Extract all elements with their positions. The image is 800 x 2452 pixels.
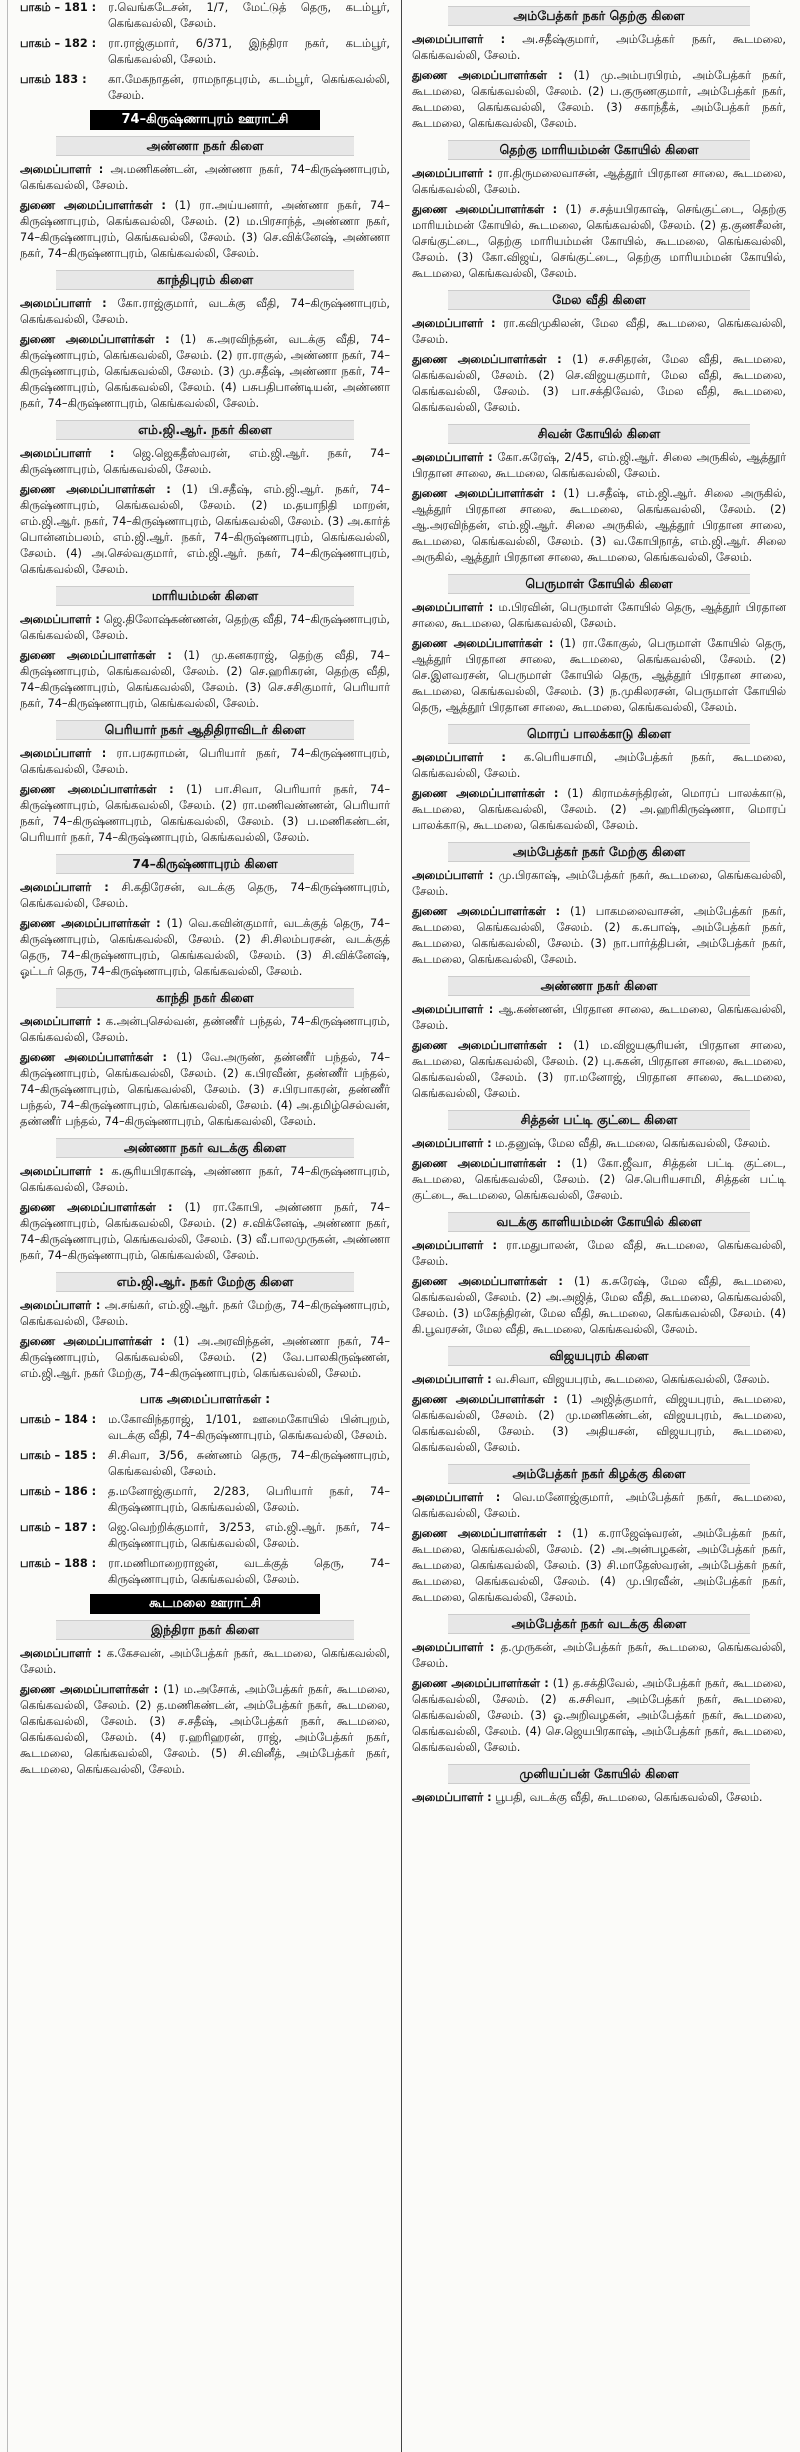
deputies-names: (1) க.அரவிந்தன், வடக்கு வீதி, 74–கிருஷ்ணாபுரம், கெங்கவல்லி, சேலம். (2) ரா.ராகுல், அண்ணா நகர், 74–கிருஷ்ணாபுரம், கெங்கவல்லி, சேலம். (3) மு.சதீஷ், அண்ணா நகர், 74–கிருஷ்ணாபுரம், கெங்கவல்லி, சேலம். (4) பசுபதிபாண்டியன், அண்ணா நகர், 74–கிருஷ்ணாபுரம், கெங்கவல்லி, சேலம். [20,333,391,410]
deputies-paragraph [412,1274,786,1338]
column-divider [401,0,402,2452]
organizer-name: க.பெரியசாமி, அம்பேத்கர் நகர், கூடமலை, கெங்கவல்லி, சேலம். [412,751,786,780]
ward-row [20,0,390,32]
organizer-label: அமைப்பாளர் : [20,747,107,760]
deputies-paragraph [412,202,786,282]
ward-row [20,1520,390,1552]
branch-block [412,976,786,1102]
deputies-names: (1) அஜித்குமார், விஜயபுரம், கூடமலை, கெங்கவல்லி, சேலம். (2) மு.மணிகண்டன், விஜயபுரம், கூடமலை, கெங்கவல்லி, சேலம். (3) அதியசன், விஜயபுரம், கூடமலை, கெங்கவல்லி, சேலம். [412,1393,786,1454]
deputies-names: (1) த.சக்திவேல், அம்பேத்கர் நகர், கூடமலை, கெங்கவல்லி, சேலம். (2) க.சசிவா, அம்பேத்கர் நகர், கூடமலை, கெங்கவல்லி, சேலம். (3) ஓ.அறிவழகன், அம்பேத்கர் நகர், கூடமலை, கெங்கவல்லி, சேலம். (4) செ.ஜெயபிரகாஷ், அம்பேத்கர் நகர், கூடமலை, கெங்கவல்லி, சேலம். [412,1677,787,1754]
ward-number: பாகம் – 185 : [20,1449,97,1462]
deputies-names: (1) வெ.கவின்குமார், வடக்குத் தெரு, 74–கிருஷ்ணாபுரம், கெங்கவல்லி, சேலம். (2) சி.சிலம்பரசன், வடக்குத் தெரு, 74–கிருஷ்ணாபுரம், கெங்கவல்லி, சேலம். (3) சி.விக்னேஷ், ஓட்டர் தெரு, 74–கிருஷ்ணாபுரம், கெங்கவல்லி, சேலம். [20,917,390,978]
deputies-label: துணை அமைப்பாளர்கள் : [20,199,166,212]
organizer-label: அமைப்பாளர் : [412,1641,495,1654]
organizer-name: மு.பிரகாஷ், அம்பேத்கர் நகர், கூடமலை, கெங்கவல்லி, சேலம். [412,869,786,898]
organizer-label: அமைப்பாளர் : [412,1791,492,1804]
ward-organizer-list-bottom [20,1412,390,1588]
ward-organizer: ம.கோவிந்தராஜ், 1/101, ஊமைகோயில் பின்புறம், வடக்கு வீதி, 74–கிருஷ்ணாபுரம், கெங்கவல்லி, சேலம். [108,1413,390,1442]
deputies-paragraph [412,1526,786,1606]
branch-title: மொரப் பாலக்காடு கிளை [448,724,750,744]
organizer-label: அமைப்பாளர் : [412,601,494,614]
ward-organizer: ர.வெங்கடேசன், 1/7, மேட்டுத் தெரு, கடம்பூர், கெங்கவல்லி, சேலம். [108,1,390,30]
deputies-names: (1) ரா.அய்யனார், அண்ணா நகர், 74–கிருஷ்ணாபுரம், கெங்கவல்லி, சேலம். (2) ம.பிரசாந்த், அண்ணா நகர், 74–கிருஷ்ணாபுரம், கெங்கவல்லி, சேலம். (3) செ.விக்னேஷ், அண்ணா நகர், 74–கிருஷ்ணாபுரம், கெங்கவல்லி, சேலம். [20,199,391,260]
branch-title: அம்பேத்கர் நகர் வடக்கு கிளை [448,1614,750,1634]
organizer-label: அமைப்பாளர் : [20,881,109,894]
branch-title: பெருமாள் கோயில் கிளை [448,574,750,594]
deputies-names: (1) கிராமக்சந்திரன், மொரப் பாலக்காடு, கூடமலை, கெங்கவல்லி, சேலம். (2) அ.ஹரிகிருஷ்ணா, மொரப் பாலக்காடு, கூடமலை, கெங்கவல்லி, சேலம். [412,787,787,832]
deputies-label: துணை அமைப்பாளர்கள் : [412,487,556,500]
branch-title: பெரியார் நகர் ஆதிதிராவிடர் கிளை [56,720,354,740]
branch-block [20,420,390,578]
branch-block [412,1614,786,1756]
ward-row [20,72,390,104]
organizer-paragraph [412,1002,786,1034]
krishnapuram-branches [20,136,390,1382]
organizer-name: ம.பிரவின், பெருமாள் கோயில் தெரு, ஆத்தூர் பிரதான சாலை, கூடமலை, கெங்கவல்லி, சேலம். [412,601,787,630]
organizer-name: க.சூரியபிரகாஷ், அண்ணா நகர், 74–கிருஷ்ணாபுரம், கெங்கவல்லி, சேலம். [20,1165,390,1194]
deputies-label: துணை அமைப்பாளர்கள் : [412,787,559,800]
left-column [20,0,390,2452]
organizer-name: அ.சதீஷ்குமார், அம்பேத்கர் நகர், கூடமலை, கெங்கவல்லி, சேலம். [412,33,786,62]
deputies-label: துணை அமைப்பாளர்கள் : [20,333,170,346]
ward-organizer-list-top [20,0,390,104]
branch-block [20,1272,390,1382]
branch-title: முனியப்பன் கோயில் கிளை [448,1764,750,1784]
branch-title: சித்தன் பட்டி குட்டை கிளை [448,1110,750,1130]
organizer-paragraph [412,316,786,348]
organizer-label: அமைப்பாளர் : [20,613,100,626]
organizer-paragraph [20,1164,390,1196]
deputies-paragraph [20,1334,390,1382]
organizer-label: அமைப்பாளர் : [412,869,494,882]
branch-title: அம்பேத்கர் நகர் கிழக்கு கிளை [448,1464,750,1484]
deputies-names: (1) ம.விஜயசூரியன், பிரதான சாலை, கூடமலை, கெங்கவல்லி, சேலம். (2) பு.சுகன், பிரதான சாலை, கூடமலை, கெங்கவல்லி, சேலம். (3) ரா.மனோஜ், பிரதான சாலை, கூடமலை, கெங்கவல்லி, சேலம். [412,1039,787,1100]
deputies-label: துணை அமைப்பாளர்கள் : [20,783,174,796]
deputies-label: துணை அமைப்பாளர்கள் : [412,1677,549,1690]
ward-organizer: த.மனோஜ்குமார், 2/283, பெரியார் நகர், 74–கிருஷ்ணாபுரம், கெங்கவல்லி, சேலம். [108,1485,390,1514]
organizer-label: அமைப்பாளர் : [412,33,506,46]
deputies-paragraph [20,482,390,578]
organizer-paragraph [20,1298,390,1330]
deputies-names: (1) மு.அம்பரபிரம், அம்பேத்கர் நகர், கூடமலை, கெங்கவல்லி, சேலம். (2) ப.குருணகுமார், அம்பேத்கர் நகர், கூடமலை, கெங்கவல்லி, சேலம். (3) சகாந்தீக், அம்பேத்கர் நகர், கூடமலை, கெங்கவல்லி, சேலம். [412,69,786,130]
organizer-paragraph [20,446,390,478]
deputies-label: துணை அமைப்பாளர்கள் : [20,1683,159,1696]
branch-block [412,1110,786,1204]
organizer-name: ரா.பரசுராமன், பெரியார் நகர், 74–கிருஷ்ணாபுரம், கெங்கவல்லி, சேலம். [20,747,390,776]
branch-title: மேல வீதி கிளை [448,290,750,310]
organizer-name: சி.கதிரேசன், வடக்கு தெரு, 74–கிருஷ்ணாபுரம், கெங்கவல்லி, சேலம். [20,881,390,910]
branch-block [412,724,786,834]
deputies-names: (1) ச.சத்யபிரகாஷ், செங்குட்டை, தெற்கு மாரியம்மன் கோயில், கூடமலை, கெங்கவல்லி, சேலம். (2) த.குணசீலன், செங்குட்டை, தெற்கு மாரியம்மன் கோயில், கூடமலை, கெங்கவல்லி, சேலம். (3) கோ.விஜய், செங்குட்டை, தெற்கு மாரியம்மன் கோயில், கூடமலை, கெங்கவல்லி, சேலம். [412,203,787,280]
deputies-label: துணை அமைப்பாளர்கள் : [20,1201,173,1214]
organizer-paragraph [412,450,786,482]
deputies-names: (1) ச.சசிதரன், மேல வீதி, கூடமலை, கெங்கவல்லி, சேலம். (2) செ.விஜயகுமார், மேல வீதி, கூடமலை, கெங்கவல்லி, சேலம். (3) பா.சக்திவேல், மேல வீதி, கூடமலை, கெங்கவல்லி, சேலம். [412,353,787,414]
branch-title: விஜயபுரம் கிளை [448,1346,750,1366]
branch-block [20,136,390,262]
ward-organizers-heading: பாக அமைப்பாளர்கள் : [139,1392,271,1406]
organizer-name: ரா.கவிமுகிலன், மேல வீதி, கூடமலை, கெங்கவல்லி, சேலம். [412,317,787,346]
branch-title: தெற்கு மாரியம்மன் கோயில் கிளை [448,140,750,160]
ward-organizer: கா.மேகநாதன், ராமநாதபுரம், கடம்பூர், கெங்கவல்லி, சேலம். [108,73,390,102]
ward-row [20,1556,390,1588]
branch-title: எம்.ஜி.ஆர். நகர் கிளை [56,420,354,440]
organizer-name: த.முருகன், அம்பேத்கர் நகர், கூடமலை, கெங்கவல்லி, சேலம். [412,1641,787,1670]
krishnapuram-panchayat-banner: 74–கிருஷ்ணாபுரம் ஊராட்சி [90,110,320,130]
organizer-paragraph [412,868,786,900]
branch-title: அம்பேத்கர் நகர் தெற்கு கிளை [448,6,750,26]
organizer-paragraph [412,1790,786,1806]
organizer-label: அமைப்பாளர் : [20,1165,104,1178]
deputies-paragraph [20,1682,390,1778]
deputies-paragraph [20,332,390,412]
branch-block [20,270,390,412]
organizer-paragraph [20,1014,390,1046]
organizer-paragraph [412,1640,786,1672]
organizer-paragraph [412,166,786,198]
deputies-label: துணை அமைப்பாளர்கள் : [412,203,558,216]
branch-title: சிவன் கோயில் கிளை [448,424,750,444]
organizer-label: அமைப்பாளர் : [20,1647,102,1660]
deputies-paragraph [412,1038,786,1102]
deputies-paragraph [412,786,786,834]
ward-row [20,1484,390,1516]
deputies-names: (1) வே.அருண், தண்ணீர் பந்தல், 74–கிருஷ்ணாபுரம், கெங்கவல்லி, சேலம். (2) க.பிரவீண், தண்ணீர் பந்தல், 74–கிருஷ்ணாபுரம், கெங்கவல்லி, சேலம். (3) ச.பிரபாகரன், தண்ணீர் பந்தல், 74–கிருஷ்ணாபுரம், கெங்கவல்லி, சேலம். (4) அ.தமிழ்செல்வன், தண்ணீர் பந்தல், 74–கிருஷ்ணாபுரம், கெங்கவல்லி, சேலம். [20,1051,391,1128]
deputies-paragraph [20,648,390,712]
organizer-paragraph [20,162,390,194]
deputies-label: துணை அமைப்பாளர்கள் : [412,1527,562,1540]
deputies-label: துணை அமைப்பாளர்கள் : [412,905,561,918]
branch-title: அண்ணா நகர் கிளை [56,136,354,156]
ward-row [20,36,390,68]
left-margin-rule [7,0,8,2452]
ward-organizer: சி.சிவா, 3/56, சுண்ணம் தெரு, 74–கிருஷ்ணாபுரம், கெங்கவல்லி, சேலம். [108,1449,390,1478]
deputies-paragraph [20,916,390,980]
organizer-label: அமைப்பாளர் : [412,451,493,464]
deputies-label: துணை அமைப்பாளர்கள் : [412,1275,563,1288]
ward-number: பாகம் – 184 : [20,1413,97,1426]
koodamalai-panchayat-banner: கூடமலை ஊராட்சி [90,1594,320,1614]
organizer-label: அமைப்பாளர் : [20,163,104,176]
deputies-paragraph [412,1676,786,1756]
branch-block [412,1346,786,1456]
organizer-name: க.கேசவன், அம்பேத்கர் நகர், கூடமலை, கெங்கவல்லி, சேலம். [20,1647,390,1676]
ward-organizer: ரா.ராஜ்குமார், 6/371, இந்திரா நகர், கடம்பூர், கெங்கவல்லி, சேலம். [108,37,390,66]
branch-title: அம்பேத்கர் நகர் மேற்கு கிளை [448,842,750,862]
organizer-paragraph [20,746,390,778]
ward-number: பாகம் 183 : [20,73,87,86]
ward-number: பாகம் – 188 : [20,1557,97,1570]
deputies-names: (1) ம.அசோக், அம்பேத்கர் நகர், கூடமலை, கெங்கவல்லி, சேலம். (2) த.மணிகண்டன், அம்பேத்கர் நகர், கூடமலை, கெங்கவல்லி, சேலம். (3) ச.சதீஷ், அம்பேத்கர் நகர், கூடமலை, கெங்கவல்லி, சேலம். (4) ர.ஹரிஹரன், ராஜ், அம்பேத்கர் நகர், கூடமலை, கெங்கவல்லி, சேலம். (5) சி.வினீத், அம்பேத்கர் நகர், கூடமலை, கெங்கவல்லி, சேலம். [20,1683,391,1776]
deputies-paragraph [412,904,786,968]
branch-title: வடக்கு காளியம்மன் கோயில் கிளை [448,1212,750,1232]
branch-block [412,842,786,968]
deputies-names: (1) க.ராஜேஷ்வரன், அம்பேத்கர் நகர், கூடமலை, கெங்கவல்லி, சேலம். (2) அ.அன்பழகன், அம்பேத்கர் நகர், கூடமலை, கெங்கவல்லி, சேலம். (3) சி.மாதேஸ்வரன், அம்பேத்கர் நகர், கூடமலை, கெங்கவல்லி, சேலம். (4) மு.பிரவீன், அம்பேத்கர் நகர், கூடமலை, கெங்கவல்லி, சேலம். [412,1527,787,1604]
deputies-paragraph [20,1200,390,1264]
deputies-names: (1) அ.அரவிந்தன், அண்ணா நகர், 74–கிருஷ்ணாபுரம், கெங்கவல்லி, சேலம். (2) வே.பாலகிருஷ்ணன், எம்.ஜி.ஆர். நகர் மேற்கு, 74–கிருஷ்ணாபுரம், கெங்கவல்லி, சேலம். [20,1335,390,1380]
deputies-label: துணை அமைப்பாளர்கள் : [20,1335,166,1348]
koodamalai-branches-right [412,6,786,1806]
organizer-name: வெ.மனோஜ்குமார், அம்பேத்கர் நகர், கூடமலை, கெங்கவல்லி, சேலம். [412,1491,786,1520]
right-column [412,0,786,2452]
branch-block [20,720,390,846]
organizer-label: அமைப்பாளர் : [412,167,493,180]
deputies-label: துணை அமைப்பாளர்கள் : [20,483,171,496]
organizer-label: அமைப்பாளர் : [412,751,506,764]
branch-title: அண்ணா நகர் வடக்கு கிளை [56,1138,354,1158]
organizer-paragraph [412,1490,786,1522]
organizer-name: ம.தனுஷ், மேல வீதி, கூடமலை, கெங்கவல்லி, சேலம். [495,1137,771,1150]
organizer-label: அமைப்பாளர் : [412,1491,501,1504]
organizer-label: அமைப்பாளர் : [20,1015,101,1028]
deputies-paragraph [412,636,786,716]
organizer-name: ஜெ.ஜெகதீஸ்வரன், எம்.ஜி.ஆர். நகர், 74–கிருஷ்ணாபுரம், கெங்கவல்லி, சேலம். [20,447,390,476]
branch-block [20,586,390,712]
deputies-paragraph [412,486,786,566]
organizer-label: அமைப்பாளர் : [412,1373,492,1386]
deputies-label: துணை அமைப்பாளர்கள் : [412,1157,562,1170]
organizer-paragraph [412,32,786,64]
organizer-name: கோ.ராஜ்குமார், வடக்கு வீதி, 74–கிருஷ்ணாபுரம், கெங்கவல்லி, சேலம். [20,297,391,326]
deputies-paragraph [412,1392,786,1456]
branch-block [412,140,786,282]
deputies-label: துணை அமைப்பாளர்கள் : [20,917,161,930]
branch-title: 74–கிருஷ்ணாபுரம் கிளை [56,854,354,874]
organizer-name: ஜெ.திலோஷ்கண்ணன், தெற்கு வீதி, 74–கிருஷ்ணாபுரம், கெங்கவல்லி, சேலம். [20,613,390,642]
deputies-label: துணை அமைப்பாளர்கள் : [412,637,554,650]
koodamalai-branches-left [20,1620,390,1778]
deputies-names: (1) க.சுரேஷ், மேல வீதி, கூடமலை, கெங்கவல்லி, சேலம். (2) அ.அஜித், மேல வீதி, கூடமலை, கெங்கவல்லி, சேலம். (3) மகேந்திரன், மேல வீதி, கூடமலை, கெங்கவல்லி, சேலம். (4) கி.பூவரசன், மேல வீதி, கூடமலை, கெங்கவல்லி, சேலம். [412,1275,787,1336]
ward-row [20,1412,390,1444]
ward-number: பாகம் – 181 : [20,1,97,14]
ward-number: பாகம் – 187 : [20,1521,97,1534]
organizer-paragraph [412,750,786,782]
deputies-label: துணை அமைப்பாளர்கள் : [20,1051,168,1064]
deputies-paragraph [412,352,786,416]
branch-block [412,290,786,416]
organizer-name: அ.சங்கர், எம்.ஜி.ஆர். நகர் மேற்கு, 74–கிருஷ்ணாபுரம், கெங்கவல்லி, சேலம். [20,1299,390,1328]
deputies-names: (1) ப.சதீஷ், எம்.ஜி.ஆர். சிலை அருகில், ஆத்தூர் பிரதான சாலை, கூடமலை, கெங்கவல்லி, சேலம். (2) ஆ.அரவிந்தன், எம்.ஜி.ஆர். சிலை அருகில், ஆத்தூர் பிரதான சாலை, கூடமலை, கெங்கவல்லி, சேலம். (3) வ.கோபிநாத், எம்.ஜி.ஆர். சிலை அருகில், ஆத்தூர் பிரதான சாலை, கூடமலை, கெங்கவல்லி, சேலம். [412,487,787,564]
organizer-label: அமைப்பாளர் : [412,1137,492,1150]
organizer-name: ஆ.கண்ணன், பிரதான சாலை, கூடமலை, கெங்கவல்லி, சேலம். [412,1003,786,1032]
deputies-names: (1) பா.சிவா, பெரியார் நகர், 74–கிருஷ்ணாபுரம், கெங்கவல்லி, சேலம். (2) ரா.மணிவண்ணன், பெரியார் நகர், 74–கிருஷ்ணாபுரம், கெங்கவல்லி, சேலம். (3) ப.மணிகண்டன், பெரியார் நகர், 74–கிருஷ்ணாபுரம், கெங்கவல்லி, சேலம். [20,783,391,844]
organizer-name: கோ.சுரேஷ், 2/45, எம்.ஜி.ஆர். சிலை அருகில், ஆத்தூர் பிரதான சாலை, கூடமலை, கெங்கவல்லி, சேலம். [412,451,786,480]
deputies-names: (1) பி.சதீஷ், எம்.ஜி.ஆர். நகர், 74–கிருஷ்ணாபுரம், கெங்கவல்லி, சேலம். (2) ம.தயாநிதி மாறன், எம்.ஜி.ஆர். நகர், 74–கிருஷ்ணாபுரம், கெங்கவல்லி, சேலம். (3) அ.கார்த் பொன்னம்பலம், எம்.ஜி.ஆர். நகர், 74–கிருஷ்ணாபுரம், கெங்கவல்லி, சேலம். (4) அ.செல்வகுமார், எம்.ஜி.ஆர். நகர், 74–கிருஷ்ணாபுரம், கெங்கவல்லி, சேலம். [20,483,391,576]
organizer-paragraph [412,1372,786,1388]
deputies-names: (1) ரா.கோகுல், பெருமாள் கோயில் தெரு, ஆத்தூர் பிரதான சாலை, கூடமலை, கெங்கவல்லி, சேலம். (2) செ.இளவரசன், பெருமாள் கோயில் தெரு, ஆத்தூர் பிரதான சாலை, கூடமலை, கெங்கவல்லி, சேலம். (3) ந.முகிலரசன், பெருமாள் கோயில் தெரு, ஆத்தூர் பிரதான சாலை, கூடமலை, கெங்கவல்லி, சேலம். [412,637,787,714]
deputies-paragraph [20,782,390,846]
branch-block [20,988,390,1130]
branch-block [412,6,786,132]
deputies-paragraph [20,198,390,262]
branch-title: காந்திபுரம் கிளை [56,270,354,290]
branch-block [412,424,786,566]
ward-number: பாகம் – 186 : [20,1485,97,1498]
organizer-label: அமைப்பாளர் : [20,447,115,460]
organizer-label: அமைப்பாளர் : [412,1003,494,1016]
organizer-paragraph [20,1646,390,1678]
organizer-paragraph [412,1136,786,1152]
branch-block [412,1212,786,1338]
branch-title: மாரியம்மன் கிளை [56,586,354,606]
deputies-names: (1) மு.கனகராஜ், தெற்கு வீதி, 74–கிருஷ்ணாபுரம், கெங்கவல்லி, சேலம். (2) செ.ஹரிகரன், தெற்கு வீதி, 74–கிருஷ்ணாபுரம், கெங்கவல்லி, சேலம். (3) செ.சசிகுமார், பெரியார் நகர், 74–கிருஷ்ணாபுரம், கெங்கவல்லி, சேலம். [20,649,390,710]
deputies-names: (1) ரா.கோபி, அண்ணா நகர், 74–கிருஷ்ணாபுரம், கெங்கவல்லி, சேலம். (2) ச.விக்னேஷ், அண்ணா நகர், 74–கிருஷ்ணாபுரம், கெங்கவல்லி, சேலம். (3) வீ.பாலமுருகன், அண்ணா நகர், 74–கிருஷ்ணாபுரம், கெங்கவல்லி, சேலம். [20,1201,391,1262]
organizer-name: வ.சிவா, விஜயபுரம், கூடமலை, கெங்கவல்லி, சேலம். [495,1373,770,1386]
deputies-names: (1) பாகமலைவாசன், அம்பேத்கர் நகர், கூடமலை, கெங்கவல்லி, சேலம். (2) க.சுபாஷ், அம்பேத்கர் நகர், கூடமலை, கெங்கவல்லி, சேலம். (3) நா.பார்த்திபன், அம்பேத்கர் நகர், கூடமலை, கெங்கவல்லி, சேலம். [412,905,787,966]
branch-block [412,1464,786,1606]
branch-title: காந்தி நகர் கிளை [56,988,354,1008]
organizer-paragraph [20,880,390,912]
deputies-label: துணை அமைப்பாளர்கள் : [412,353,562,366]
organizer-name: அ.மணிகண்டன், அண்ணா நகர், 74–கிருஷ்ணாபுரம், கெங்கவல்லி, சேலம். [20,163,390,192]
ward-row [20,1448,390,1480]
branch-title: எம்.ஜி.ஆர். நகர் மேற்கு கிளை [56,1272,354,1292]
organizer-name: ரா.மதுபாலன், மேல வீதி, கூடமலை, கெங்கவல்லி, சேலம். [412,1239,786,1268]
organizer-name: ரா.திருமலைவாசன், ஆத்தூர் பிரதான சாலை, கூடமலை, கெங்கவல்லி, சேலம். [412,167,786,196]
ward-organizer: ஜெ.வெற்றிக்குமார், 3/253, எம்.ஜி.ஆர். நகர், 74–கிருஷ்ணாபுரம், கெங்கவல்லி, சேலம். [108,1521,390,1550]
organizer-label: அமைப்பாளர் : [412,317,496,330]
organizer-paragraph [412,600,786,632]
deputies-label: துணை அமைப்பாளர்கள் : [412,1393,558,1406]
branch-block [412,574,786,716]
deputies-paragraph [412,68,786,132]
organizer-paragraph [20,612,390,644]
organizer-label: அமைப்பாளர் : [20,297,107,310]
branch-block [20,1138,390,1264]
ward-organizer: ரா.மணிமாறைராஜன், வடக்குத் தெரு, 74–கிருஷ்ணாபுரம், கெங்கவல்லி, சேலம். [108,1557,390,1586]
branch-title: அண்ணா நகர் கிளை [448,976,750,996]
deputies-label: துணை அமைப்பாளர்கள் : [412,69,563,82]
organizer-paragraph [20,296,390,328]
branch-block [412,1764,786,1806]
deputies-paragraph [412,1156,786,1204]
ward-number: பாகம் – 182 : [20,37,97,50]
organizer-paragraph [412,1238,786,1270]
deputies-label: துணை அமைப்பாளர்கள் : [20,649,172,662]
branch-block [20,1620,390,1778]
deputies-label: துணை அமைப்பாளர்கள் : [412,1039,563,1052]
branch-title: இந்திரா நகர் கிளை [56,1620,354,1640]
deputies-paragraph [20,1050,390,1130]
branch-block [20,854,390,980]
deputies-names: (1) கோ.ஜீவா, சித்தன் பட்டி குட்டை, கூடமலை, கெங்கவல்லி, சேலம். (2) செ.பெரியசாமி, சித்தன் பட்டி குட்டை, கூடமலை, கெங்கவல்லி, சேலம். [412,1157,786,1202]
organizer-name: க.அன்புசெல்வன், தண்ணீர் பந்தல், 74–கிருஷ்ணாபுரம், கெங்கவல்லி, சேலம். [20,1015,390,1044]
organizer-label: அமைப்பாளர் : [20,1299,101,1312]
organizer-name: பூபதி, வடக்கு வீதி, கூடமலை, கெங்கவல்லி, சேலம். [495,1791,763,1804]
organizer-label: அமைப்பாளர் : [412,1239,497,1252]
